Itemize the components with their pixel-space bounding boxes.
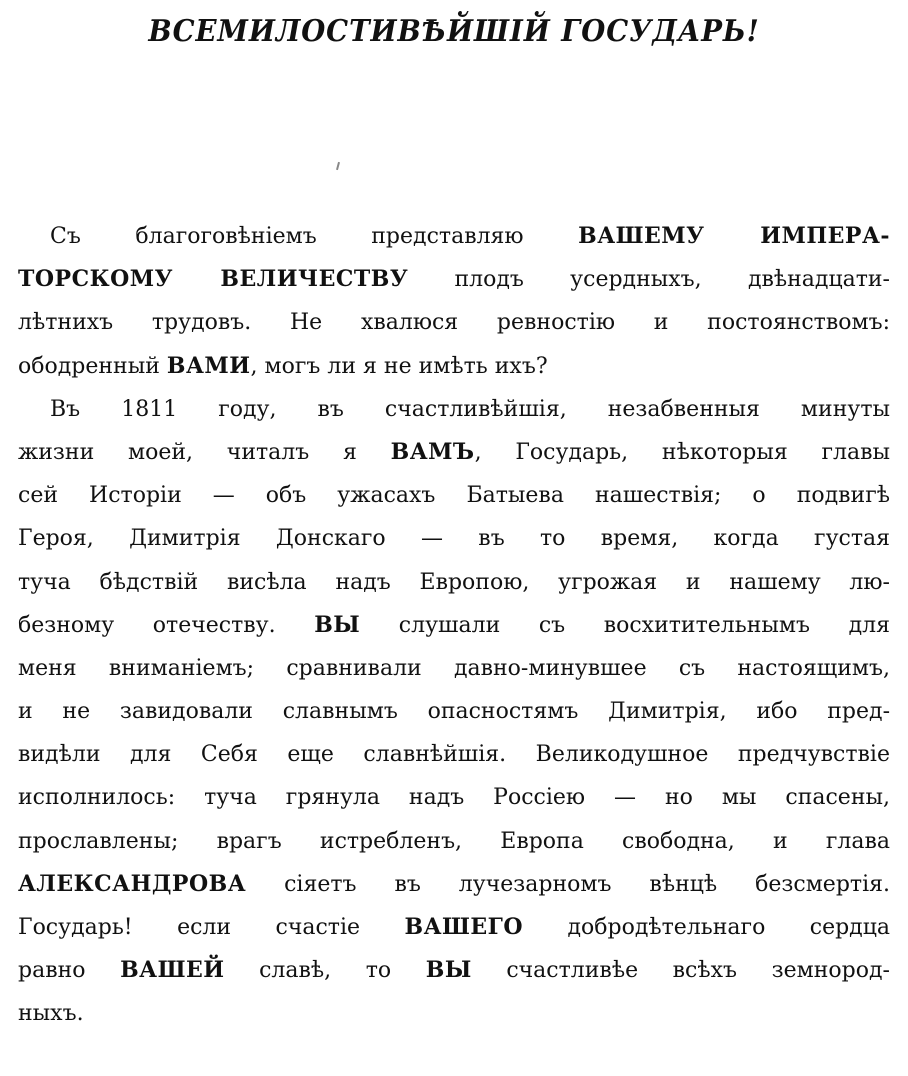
text-run: равно <box>18 958 121 984</box>
text-run: исполнилось: туча грянула надъ Россіею — но мы спасены, <box>18 785 890 811</box>
text-run: добродѣтельнаго сердца <box>523 915 890 940</box>
text-line <box>18 992 890 1035</box>
text-line <box>18 690 890 733</box>
text-run: ободренный <box>18 353 167 379</box>
text-line <box>18 647 890 690</box>
text-line <box>18 949 890 992</box>
text-line <box>18 776 890 819</box>
text-run: лѣтнихъ трудовъ. Не хвалюся ревностію и постоянствомъ: <box>18 310 890 336</box>
emphasis-run: ВЫ <box>314 611 361 638</box>
text-run: Съ благоговѣніемъ представляю <box>50 224 579 249</box>
text-line <box>18 345 890 388</box>
text-run: славѣ, то <box>224 958 426 984</box>
emphasis-run: ВАМЪ <box>390 438 475 465</box>
text-line <box>18 215 890 258</box>
text-run: Въ 1811 году, въ счастливѣйшія, незабвенныя минуты <box>50 396 890 422</box>
text-line <box>18 561 890 604</box>
text-line <box>18 863 890 906</box>
emphasis-run: АЛЕКСАНДРОВА <box>18 870 247 897</box>
text-run: сіяетъ въ лучезарномъ вѣнцѣ безсмертія. <box>246 871 890 897</box>
text-run: видѣли для Себя еще славнѣйшія. Великодушное предчувствіе <box>18 742 890 768</box>
dedication-heading: ВСЕМИЛОСТИВѢЙШІЙ ГОСУДАРЬ! <box>148 14 760 49</box>
text-run: , Государь, нѣкоторыя главы <box>474 439 890 465</box>
emphasis-run: ТОРСКОМУ ВЕЛИЧЕСТВУ <box>18 266 409 293</box>
text-line <box>18 733 890 776</box>
text-run: прославлены; врагъ истребленъ, Европа свободна, и глава <box>18 828 890 854</box>
dedication-body <box>18 215 890 1036</box>
text-line <box>18 517 890 560</box>
emphasis-run: ВЫ <box>425 957 472 984</box>
text-run: меня вниманіемъ; сравнивали давно-минувшее съ настоящимъ, <box>18 655 890 681</box>
text-run: счастливѣе всѣхъ земнород- <box>471 958 890 984</box>
emphasis-run: ВАШЕГО <box>404 914 524 940</box>
emphasis-run: ВАМИ <box>166 352 251 379</box>
text-line <box>18 604 890 647</box>
text-line <box>18 431 890 474</box>
text-run: Героя, Димитрія Донскаго — въ то время, когда густая <box>18 526 890 552</box>
text-run: туча бѣдствій висѣла надъ Европою, угрожая и нашему лю- <box>18 569 890 595</box>
paper-speck <box>336 162 340 170</box>
text-run: слушали съ восхитительнымъ для <box>360 612 890 638</box>
emphasis-run: ВАШЕМУ ИМПЕРА- <box>578 223 890 249</box>
text-line <box>18 474 890 517</box>
text-run: плодъ усердныхъ, двѣнадцати- <box>408 267 890 293</box>
text-run: ныхъ. <box>18 1001 84 1027</box>
text-run: и не завидовали славнымъ опасностямъ Димитрія, ибо пред- <box>18 699 890 725</box>
emphasis-run: ВАШЕЙ <box>120 957 225 984</box>
text-line <box>18 388 890 431</box>
text-run: жизни моей, читалъ я <box>18 439 391 465</box>
text-run: Государь! если счастіе <box>18 915 405 940</box>
text-line <box>18 258 890 301</box>
text-run: безному отечеству. <box>18 612 315 638</box>
text-run: сей Исторіи — объ ужасахъ Батыева нашествія; о подвигѣ <box>18 483 890 509</box>
text-run: , могъ ли я не имѣть ихъ? <box>250 353 548 379</box>
text-line <box>18 820 890 863</box>
text-line <box>18 301 890 344</box>
text-line <box>18 906 890 949</box>
